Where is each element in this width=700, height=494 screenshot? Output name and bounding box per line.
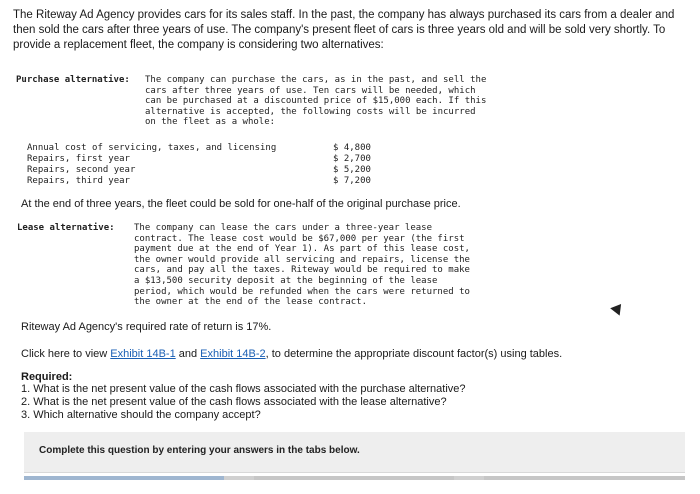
tab-required-1[interactable] bbox=[24, 476, 224, 480]
purchase-alternative-label: Purchase alternative: bbox=[16, 75, 130, 85]
resale-note: At the end of three years, the fleet could be sold for one-half of the original purchase price. bbox=[21, 198, 461, 210]
tab-required-3[interactable] bbox=[484, 476, 685, 480]
tab-required-2[interactable] bbox=[254, 476, 454, 480]
lease-line: cars, and pay all the taxes. Riteway would be required to make bbox=[134, 265, 470, 276]
instructions-banner bbox=[24, 432, 685, 473]
cost-amount: $ 4,800 bbox=[333, 143, 371, 153]
cost-label: Repairs, second year bbox=[27, 165, 136, 175]
cost-amount: $ 5,200 bbox=[333, 165, 371, 175]
exhibit-14b-2-link[interactable]: Exhibit 14B-2 bbox=[200, 348, 266, 360]
purchase-alternative-text bbox=[145, 75, 486, 128]
purchase-line: The company can purchase the cars, as in the past, and sell the bbox=[145, 75, 487, 85]
cost-label: Annual cost of servicing, taxes, and licensing bbox=[27, 143, 277, 153]
exhibit-14b-1-link[interactable]: Exhibit 14B-1 bbox=[110, 348, 176, 360]
lease-line: a $13,500 security deposit at the beginning of the lease bbox=[134, 275, 438, 286]
required-return-note: Riteway Ad Agency's required rate of return is 17%. bbox=[21, 321, 272, 333]
lease-line: contract. The lease cost would be $67,000 per year (the first bbox=[134, 233, 465, 244]
purchase-line: on the fleet as a whole: bbox=[145, 117, 276, 128]
cost-label: Repairs, third year bbox=[27, 176, 130, 186]
lease-line: the owner would provide all servicing and repairs, license the bbox=[134, 254, 470, 265]
cost-amount: $ 2,700 bbox=[333, 154, 371, 164]
purchase-line: can be purchased at a discounted price of $15,000 each. If this bbox=[145, 96, 487, 107]
lease-line: period, which would be refunded when the cars were returned to bbox=[134, 286, 470, 297]
instructions-banner-text: Complete this question by entering your answers in the tabs below. bbox=[39, 445, 360, 456]
answer-tabs-strip bbox=[24, 476, 685, 480]
exhibit-note-prefix: Click here to view bbox=[21, 348, 111, 360]
exhibit-note-suffix: , to determine the appropriate discount factor(s) using tables. bbox=[265, 348, 563, 360]
lease-alternative-text bbox=[134, 223, 470, 308]
cost-label: Repairs, first year bbox=[27, 154, 130, 164]
lease-line: the owner at the end of the lease contract. bbox=[134, 297, 367, 308]
required-item-1: 1. What is the net present value of the cash flows associated with the purchase alternative? bbox=[21, 383, 466, 395]
purchase-line: alternative is accepted, the following costs will be incurred bbox=[145, 106, 476, 117]
cost-amount: $ 7,200 bbox=[333, 176, 371, 186]
exhibit-note bbox=[21, 347, 562, 361]
lease-line: payment due at the end of Year 1). As part of this lease cost, bbox=[134, 244, 470, 255]
required-item-2: 2. What is the net present value of the cash flows associated with the lease alternative? bbox=[21, 396, 447, 408]
intro-paragraph: The Riteway Ad Agency provides cars for its sales staff. In the past, the company has always purchased its cars from a dealer and then sold the cars after three years of use. The company's present fleet of cars is three years old and will be sold very shortly. To provide a replacement fleet, the company is considering two alternatives: bbox=[13, 9, 675, 51]
exhibit-note-middle: and bbox=[175, 348, 201, 360]
lease-line: The company can lease the cars under a three-year lease bbox=[134, 223, 433, 233]
purchase-line: cars after three years of use. Ten cars will be needed, which bbox=[145, 85, 476, 96]
mouse-cursor-icon bbox=[610, 300, 626, 315]
required-item-3: 3. Which alternative should the company accept? bbox=[21, 409, 261, 421]
required-heading: Required: bbox=[21, 371, 73, 383]
lease-alternative-label: Lease alternative: bbox=[17, 223, 115, 233]
